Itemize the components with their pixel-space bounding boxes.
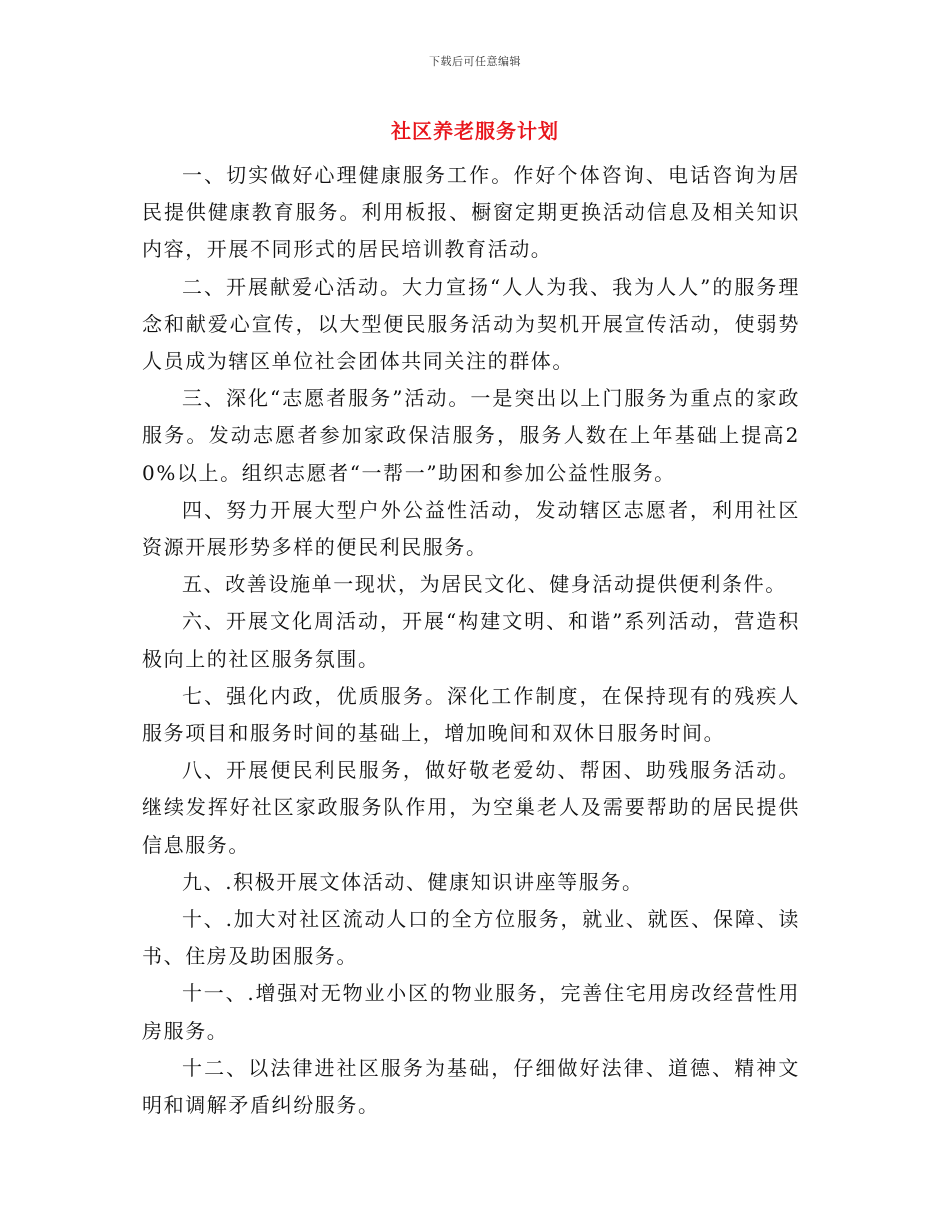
paragraph-5: 五、改善设施单一现状，为居民文化、健身活动提供便利条件。: [182, 572, 787, 597]
paragraph-10: 十、.加大对社区流动人口的全方位服务，就业、就医、保障、读书、住房及助困服务。: [142, 907, 800, 969]
paragraph-12: 十二、以法律进社区服务为基础，仔细做好法律、道德、精神文明和调解矛盾纠纷服务。: [142, 1055, 800, 1118]
paragraph-3: 三、深化“志愿者服务”活动。一是突出以上门服务为重点的家政服务。发动志愿者参加家政保洁服务，服务人数在上年基础上提高20%以上。组织志愿者“一帮一”助困和参加公益性服务。: [142, 386, 800, 485]
paragraph-6: 六、开展文化周活动，开展“构建文明、和谐”系列活动，营造积极向上的社区服务氛围。: [142, 609, 800, 671]
paragraph-7: 七、强化内政，优质服务。深化工作制度，在保持现有的残疾人服务项目和服务时间的基础上，增加晚间和双休日服务时间。: [142, 683, 800, 746]
paragraph-9: 九、.积极开展文体活动、健康知识讲座等服务。: [182, 869, 644, 894]
document-title: 社区养老服务计划: [391, 119, 559, 143]
document-body: [142, 157, 800, 1124]
paragraph-4: 四、努力开展大型户外公益性活动，发动辖区志愿者，利用社区资源开展形势多样的便民利民服务。: [142, 497, 800, 560]
header-note: 下载后可任意编辑: [429, 55, 521, 68]
paragraph-1: 一、切实做好心理健康服务工作。作好个体咨询、电话咨询为居民提供健康教育服务。利用板报、橱窗定期更换活动信息及相关知识内容，开展不同形式的居民培训教育活动。: [142, 163, 800, 262]
paragraph-8: 八、开展便民利民服务，做好敬老爱幼、帮困、助残服务活动。继续发挥好社区家政服务队作用，为空巢老人及需要帮助的居民提供信息服务。: [142, 758, 800, 857]
paragraph-11: 十一、.增强对无物业小区的物业服务，完善住宅用房改经营性用房服务。: [142, 981, 800, 1043]
paragraph-2: 二、开展献爱心活动。大力宣扬“人人为我、我为人人”的服务理念和献爱心宣传，以大型便民服务活动为契机开展宣传活动，使弱势人员成为辖区单位社会团体共同关注的群体。: [142, 274, 800, 374]
